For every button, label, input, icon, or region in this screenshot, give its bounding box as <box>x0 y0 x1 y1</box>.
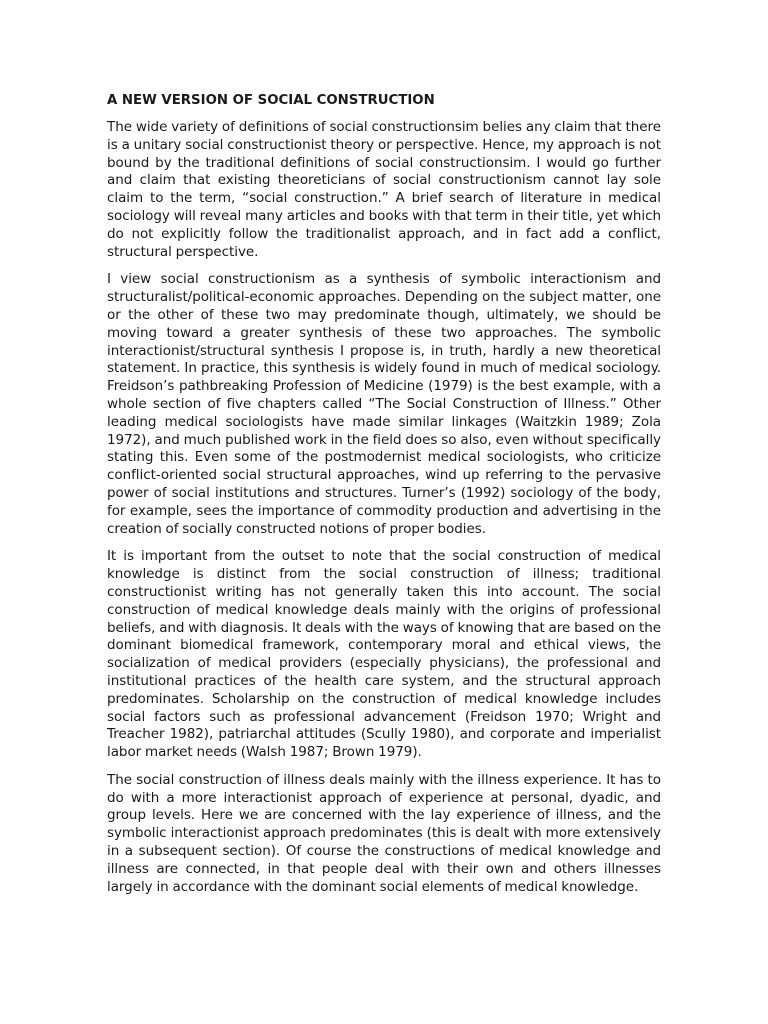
paragraph-4: The social construction of illness deals mainly with the illness experience. It has to do with a more interactionist approach of experience at personal, dyadic, and group levels. Here we are concerned with the lay experience of illness, and the symbolic interactionist approach predominates (this is dealt with more extensively in a subsequent section). Of course the constructions of medical knowledge and illness are connected, in that people deal with their own and others illnesses largely in accordance with the dominant social elements of medical knowledge. <box>107 771 661 895</box>
paragraph-2: I view social constructionism as a synthesis of symbolic interactionism and structuralist/political-economic approaches. Depending on the subject matter, one or the other of these two may predominate though, ultimately, we should be moving toward a greater synthesis of these two approaches. The symbolic interactionist/structural synthesis I propose is, in truth, hardly a new theoretical statement. In practice, this synthesis is widely found in much of medical sociology. Freidson’s pathbreaking Profession of Medicine (1979) is the best example, with a whole section of five chapters called “The Social Construction of Illness.” Other leading medical sociologists have made similar linkages (Waitzkin 1989; Zola 1972), and much published work in the field does so also, even without specifically stating this. Even some of the postmodernist medical sociologists, who criticize conflict-oriented social structural approaches, wind up referring to the pervasive power of social institutions and structures. Turner’s (1992) sociology of the body, for example, sees the importance of commodity production and advertising in the creation of socially constructed notions of proper bodies. <box>107 271 661 537</box>
document-page <box>107 92 661 906</box>
section-title: A NEW VERSION OF SOCIAL CONSTRUCTION <box>107 93 435 108</box>
paragraph-3: It is important from the outset to note that the social construction of medical knowledge is distinct from the social construction of illness; traditional constructionist writing has not generally taken this into account. The social construction of medical knowledge deals mainly with the origins of professional beliefs, and with diagnosis. It deals with the ways of knowing that are based on the dominant biomedical framework, contemporary moral and ethical views, the socialization of medical providers (especially physicians), the professional and institutional practices of the health care system, and the structural approach predominates. Scholarship on the construction of medical knowledge includes social factors such as professional advancement (Freidson 1970; Wright and Treacher 1982), patriarchal attitudes (Scully 1980), and corporate and imperialist labor market needs (Walsh 1987; Brown 1979). <box>107 548 661 761</box>
paragraph-1: The wide variety of definitions of social constructionsim belies any claim that there is a unitary social constructionist theory or perspective. Hence, my approach is not bound by the traditional definitions of social constructionsim. I would go further and claim that existing theoreticians of social constructionism cannot lay sole claim to the term, “social construction.” A brief search of literature in medical sociology will reveal many articles and books with that term in their title, yet which do not explicitly follow the traditionalist approach, and in fact add a conflict, structural perspective. <box>107 119 661 260</box>
